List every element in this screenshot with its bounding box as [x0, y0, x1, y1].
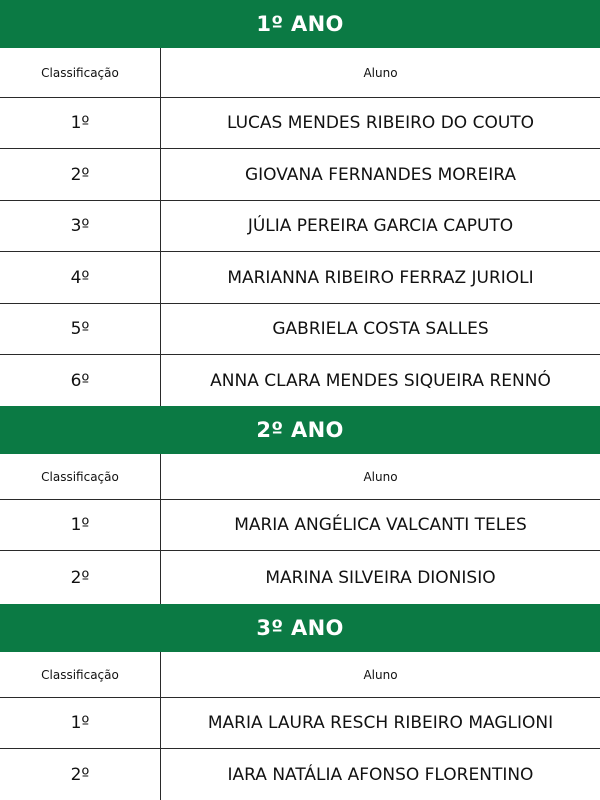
rank-cell: 2º [0, 551, 161, 604]
table-row [0, 500, 600, 551]
table-header-row [0, 454, 600, 500]
student-name-cell: LUCAS MENDES RIBEIRO DO COUTO [226, 113, 535, 133]
student-name-cell: MARIANNA RIBEIRO FERRAZ JURIOLI [227, 267, 534, 288]
column-header-aluno: Aluno [363, 65, 398, 80]
column-header-aluno: Aluno [363, 469, 398, 484]
rank-cell: 1º [0, 500, 161, 550]
student-name-cell: GIOVANA FERNANDES MOREIRA [245, 164, 516, 185]
student-name-cell: MARIA ANGÉLICA VALCANTI TELES [234, 515, 527, 535]
table-row [0, 304, 600, 355]
table-row [0, 355, 600, 406]
table-row [0, 98, 600, 149]
column-header-classificacao: Classificação [0, 652, 161, 697]
table-row [0, 551, 600, 604]
section-title-2-ano: 2º ANO [0, 406, 600, 454]
table-header-row [0, 652, 600, 698]
student-name-cell: GABRIELA COSTA SALLES [272, 319, 489, 339]
rank-cell: 2º [0, 749, 161, 800]
table-row [0, 749, 600, 800]
rank-cell: 5º [0, 304, 161, 354]
rank-cell: 4º [0, 252, 161, 303]
table-header-row [0, 48, 600, 98]
student-name-cell: JÚLIA PEREIRA GARCIA CAPUTO [247, 216, 514, 236]
student-name-cell: MARINA SILVEIRA DIONISIO [265, 567, 496, 588]
rank-cell: 2º [0, 149, 161, 200]
section-title-3-ano: 3º ANO [0, 604, 600, 652]
rank-cell: 1º [0, 698, 161, 748]
column-header-classificacao: Classificação [0, 454, 161, 499]
student-name-cell: ANNA CLARA MENDES SIQUEIRA RENNÓ [210, 370, 551, 391]
table-row [0, 252, 600, 304]
column-header-aluno: Aluno [363, 667, 398, 682]
rank-cell: 6º [0, 355, 161, 406]
section-title-1-ano: 1º ANO [0, 0, 600, 48]
table-row [0, 149, 600, 201]
student-name-cell: MARIA LAURA RESCH RIBEIRO MAGLIONI [207, 713, 554, 733]
rank-cell: 1º [0, 98, 161, 148]
student-name-cell: IARA NATÁLIA AFONSO FLORENTINO [227, 764, 534, 785]
table-row [0, 698, 600, 749]
table-row [0, 201, 600, 252]
column-header-classificacao: Classificação [0, 48, 161, 97]
rank-cell: 3º [0, 201, 161, 251]
